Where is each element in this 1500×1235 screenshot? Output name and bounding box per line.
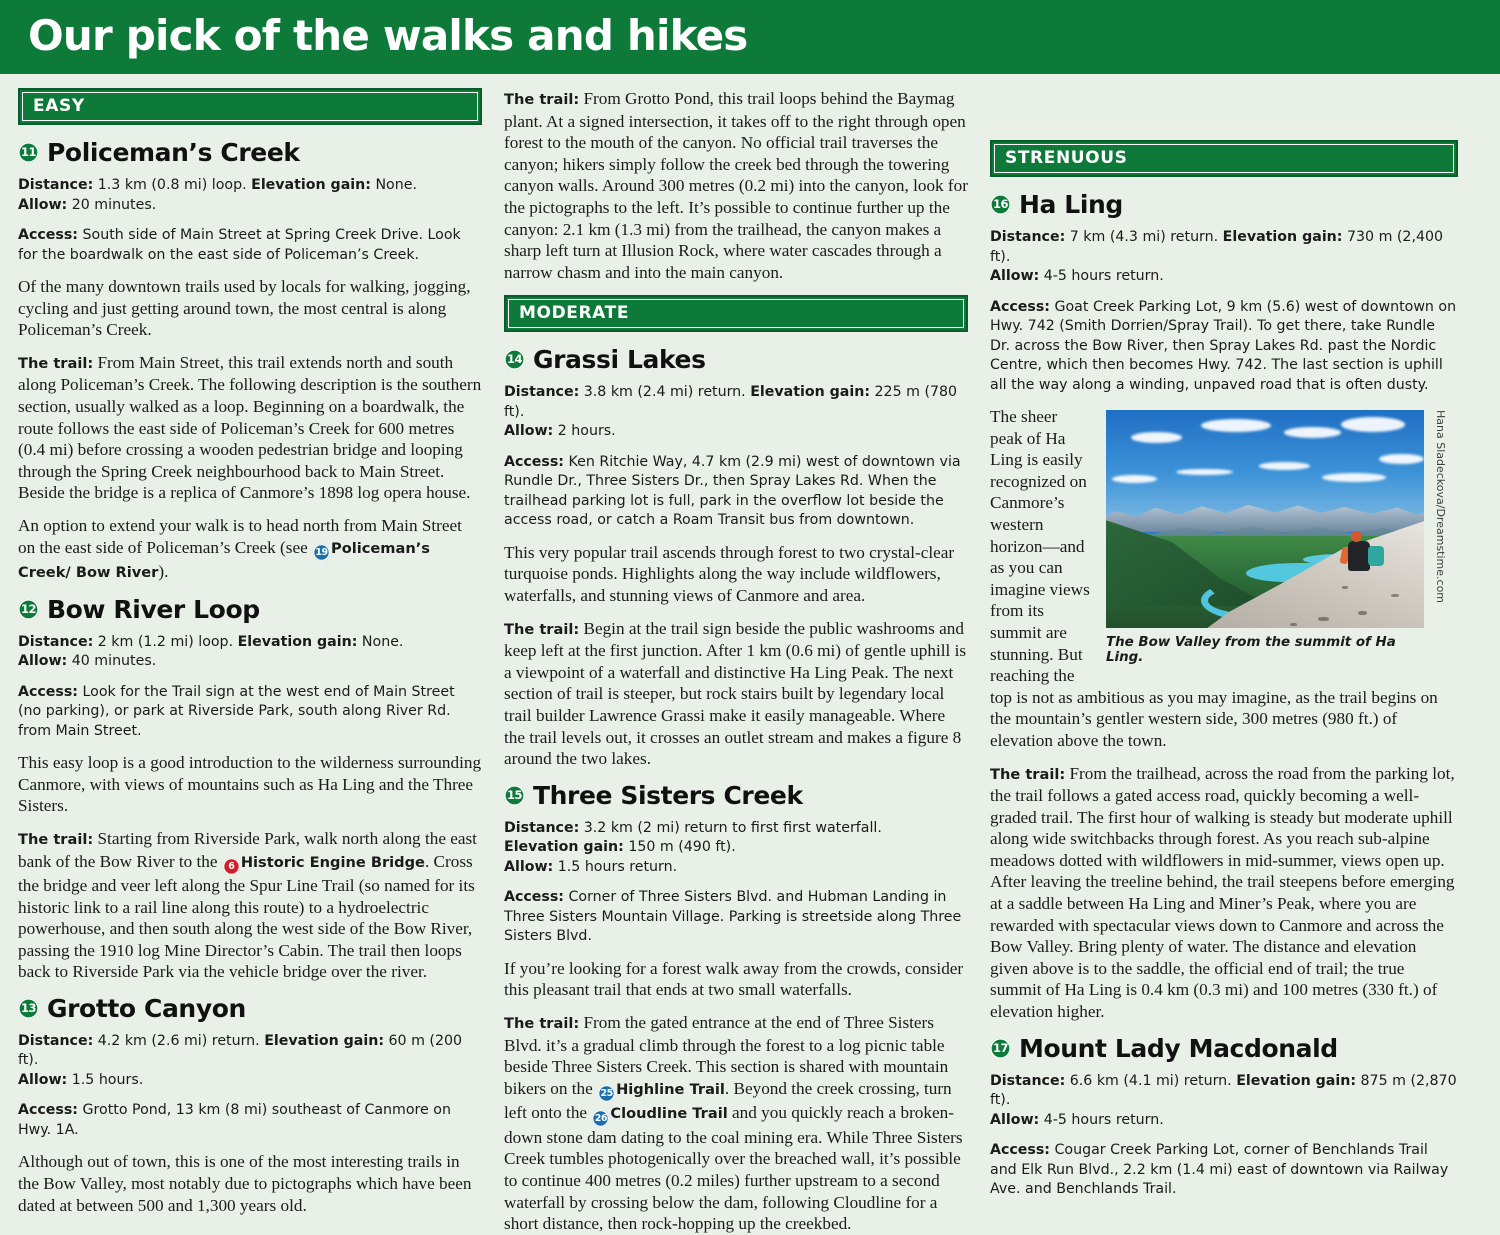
spec-value-allow: 4-5 hours return. <box>1039 268 1164 284</box>
trail-heading-policemans-creek <box>18 138 482 167</box>
trail-intro-three-sisters-creek: If you’re looking for a forest walk away from the crowds, consider this pleasant trail that ends at two small waterfalls. <box>504 958 964 1000</box>
spec-value-distance: 4.2 km (2.6 mi) return. <box>93 1032 265 1049</box>
trail-number-badge: 17 <box>990 1038 1011 1059</box>
trail-spec-bow-river-loop <box>18 633 482 672</box>
spec-label-allow: Allow: <box>18 196 68 213</box>
access-text: Corner of Three Sisters Blvd. and Hubman Landing in Three Sisters Mountain Village. Parking is streetside along Three Sisters Blvd. <box>504 889 962 945</box>
spec-label-elevation: Elevation gain: <box>1222 229 1343 245</box>
trail-heading-grassi-lakes <box>504 345 968 374</box>
trail-spec-mount-lady-macdonald <box>990 1072 1458 1131</box>
spec-value-elevation: 60 m (200 ft). <box>18 1032 463 1069</box>
extension-text-before: An option to extend your walk is to head north from Main Street on the east side of Policeman’s Creek (see <box>18 515 462 557</box>
trail-access-policemans-creek <box>18 226 482 265</box>
trail-description-grotto-canyon <box>504 88 968 283</box>
trail-text: Begin at the trail sign beside the public washrooms and keep left at the first junction. After 1 km (0.6 mi) of gentle uphill is a viewpoint of a waterfall and distinctive Ha Ling Peak. The next section of trail is steeper, but rock stairs built by legendary local trail builder Lawrence Grassi make it easily manageable. Where the trail levels out, it crosses an outlet stream and makes a figure 8 around the two lakes. <box>504 618 967 769</box>
spec-value-distance: 7 km (4.3 mi) return. <box>1065 229 1223 245</box>
trail-name: Three Sisters Creek <box>533 780 803 810</box>
trail-label: The trail: <box>990 765 1066 783</box>
spec-value-distance: 2 km (1.2 mi) loop. <box>93 633 238 650</box>
page-title: Our pick of the walks and hikes <box>28 10 748 60</box>
trail-name: Policeman’s Creek <box>47 138 300 167</box>
trail-heading-mount-lady-macdonald <box>990 1034 1458 1063</box>
trail-intro-bow-river-loop: This easy loop is a good introduction to the wilderness surrounding Canmore, with views of mountains such as Ha Ling and the Three Sisters. <box>18 753 482 816</box>
spec-label-distance: Distance: <box>990 229 1066 245</box>
column-2 <box>504 88 968 1234</box>
photo-bow-valley <box>1106 410 1424 628</box>
spec-value-allow: 2 hours. <box>553 423 616 440</box>
spec-label-elevation: Elevation gain: <box>504 839 624 856</box>
cross-reference-link[interactable]: Policeman’s Creek/ Bow River <box>18 539 430 582</box>
spec-label-distance: Distance: <box>504 384 580 401</box>
trail-number-badge: 13 <box>18 998 39 1019</box>
spec-value-elevation: 730 m (2,400 ft). <box>990 229 1444 265</box>
trail-text: From Grotto Pond, this trail loops behind the Baymag plant. At a signed intersection, it takes off to the right through open forest to the mouth of the canyon. No official trail traverses the canyon; hikers simply follow the creek bed through the towering canyon walls. Around 300 metres (0.2 mi) into the canyon, look for the pictographs to the left. It’s possible to continue further up the canyon: 2.1 km (1.3 mi) from the trailhead, the canyon makes a sharp left turn at Illusion Rock, where water cascades through a narrow chasm and into the main canyon. <box>504 89 968 282</box>
spec-label-allow: Allow: <box>504 858 554 875</box>
trail-text-after: . Cross the bridge and veer left along the Spur Line Trail (so named for its historic link to a rail line along this route) to a hydroelectric powerhouse, and then south along the west side of the Bow River, passing the 1910 log Mine Director’s Cabin. The trail then loops back to Riverside Park via the vehicle bridge over the river. <box>18 851 475 982</box>
cross-reference-link-cloudline[interactable]: Cloudline Trail <box>610 1105 728 1123</box>
access-text: Goat Creek Parking Lot, 9 km (5.6) west of downtown on Hwy. 742 (Smith Dorrien/Spray Trail). To get there, take Rundle Dr. across the Bow River, then Spray Lakes Rd. past the Nordic Centre, which then becomes Hwy. 742. The last section is uphill all the way along a winding, unpaved road that is often dusty. <box>990 298 1457 393</box>
trail-access-grassi-lakes <box>504 453 968 531</box>
trail-number-badge: 14 <box>504 349 525 370</box>
trail-heading-three-sisters-creek <box>504 781 968 810</box>
section-banner-moderate <box>504 295 968 332</box>
spec-label-allow: Allow: <box>504 423 554 440</box>
cross-reference-badge-cloudline[interactable]: 26 <box>592 1110 609 1127</box>
photo-hiker-head <box>1351 531 1362 542</box>
spec-value-allow: 4-5 hours return. <box>1039 1111 1164 1128</box>
spec-value-distance: 3.2 km (2 mi) return to first first waterfall. <box>579 819 882 836</box>
spec-label-elevation: Elevation gain: <box>264 1032 385 1049</box>
trail-label: The trail: <box>18 354 94 372</box>
spec-value-elevation: None. <box>357 633 404 650</box>
cross-reference-badge[interactable]: 6 <box>223 858 240 875</box>
trail-spec-three-sisters-creek <box>504 819 968 878</box>
column-3 <box>990 88 1458 1198</box>
spec-label-elevation: Elevation gain: <box>750 384 871 401</box>
spec-value-allow: 40 minutes. <box>67 653 157 670</box>
access-text: Grotto Pond, 13 km (8 mi) southeast of Canmore on Hwy. 1A. <box>18 1102 451 1138</box>
trail-text: From the trailhead, across the road from the parking lot, the trail follows a gated access road, quickly becoming a well-graded trail. The first hour of walking is steady but moderate uphill along wide switchbacks through forest. As you reach sub-alpine meadows dotted with wildflowers in mid-summer, views open up. After leaving the treeline behind, the trail steepens before emerging at a saddle between Ha Ling and Miner’s Peak, where you are rewarded with spectacular views down to Canmore and across the Bow Valley. Bring plenty of water. The distance and elevation given above is to the saddle, the official end of trail; the true summit of Ha Ling is 0.4 km (0.3 mi) and 100 metres (330 ft.) of elevation higher. <box>990 763 1455 1022</box>
trail-number-badge: 15 <box>504 785 525 806</box>
trail-text: From Main Street, this trail extends north and south along Policeman’s Creek. The following description is the southern section, usually walked as a loop. Beginning on a boardwalk, the route follows the east side of Policeman’s Creek for 600 metres (0.4 mi) before crossing a wooden pedestrian bridge and looping through the Spring Creek neighbourhood back to Main Street. Beside the bridge is a replica of Canmore’s 1898 log opera house. <box>18 352 482 503</box>
access-label: Access: <box>504 453 564 470</box>
spec-label-allow: Allow: <box>990 268 1040 284</box>
spec-label-elevation: Elevation gain: <box>251 177 371 193</box>
trail-intro-ha-ling: The sheer peak of Ha Ling is easily recognized on Canmore’s western horizon—and as you can imagine views from its summit are stunning. But reaching the top is not as ambitious as you may imagine, as the trail begins on the mountain’s gentler western side, 300 metres (980 ft.) of elevation above the town. <box>990 407 1438 750</box>
access-label: Access: <box>990 298 1050 315</box>
spec-value-allow: 1.5 hours. <box>67 1071 144 1088</box>
trail-description-policemans-creek <box>18 352 482 504</box>
spec-label-allow: Allow: <box>18 653 68 670</box>
trail-number-badge: 12 <box>18 599 39 620</box>
spec-label-elevation: Elevation gain: <box>1236 1072 1357 1089</box>
trail-label: The trail: <box>504 1014 580 1032</box>
trail-number-badge: 16 <box>990 194 1011 215</box>
access-label: Access: <box>990 1142 1050 1159</box>
spec-value-distance: 3.8 km (2.4 mi) return. <box>579 384 751 401</box>
trail-intro-grotto-canyon: Although out of town, this is one of the most interesting trails in the Bow Valley, most notably due to pictographs which have been dated at between 500 and 1,300 years old. <box>18 1152 472 1215</box>
trail-spec-grassi-lakes <box>504 383 968 442</box>
spec-value-allow: 20 minutes. <box>67 196 157 213</box>
page-masthead <box>0 0 1500 74</box>
spec-label-distance: Distance: <box>18 633 94 650</box>
access-label: Access: <box>504 889 564 906</box>
spec-value-elevation: None. <box>370 177 417 193</box>
cross-reference-badge-highline[interactable]: 25 <box>598 1085 615 1102</box>
trail-heading-grotto-canyon <box>18 994 482 1023</box>
trail-spec-policemans-creek <box>18 176 482 215</box>
access-text: Look for the Trail sign at the west end of Main Street (no parking), or park at Riverside Park, south along River Rd. from Main Street. <box>18 683 455 739</box>
spec-label-elevation: Elevation gain: <box>237 633 358 650</box>
spec-value-elevation: 225 m (780 ft). <box>504 384 958 420</box>
section-banner-strenuous <box>990 140 1458 177</box>
photo-figure-ha-ling <box>1106 410 1458 665</box>
trail-name: Ha Ling <box>1019 190 1123 219</box>
trail-intro-grassi-lakes: This very popular trail ascends through forest to two crystal-clear turquoise ponds. Highlights along the way include wildflowers, waterfalls, and stunning views of Canmore and area. <box>504 542 955 606</box>
trail-name: Grotto Canyon <box>47 993 246 1023</box>
trail-heading-ha-ling <box>990 190 1458 219</box>
section-banner-easy <box>18 88 482 125</box>
access-label: Access: <box>18 683 78 700</box>
trail-number-badge: 11 <box>18 142 39 163</box>
section-label-strenuous: STRENUOUS <box>1005 148 1128 168</box>
photo-credit: Hana Sladeckova/Dreamstime.com <box>1434 410 1447 604</box>
photo-hiker-body <box>1348 541 1370 571</box>
trail-intro-policemans-creek: Of the many downtown trails used by locals for walking, jogging, cycling and just getting around town, the most central is along Policeman’s Creek. <box>18 277 471 340</box>
trail-access-grotto-canyon <box>18 1101 482 1140</box>
spec-label-distance: Distance: <box>18 177 94 193</box>
section-label-easy: EASY <box>33 96 85 116</box>
spec-value-distance: 1.3 km (0.8 mi) loop. <box>93 177 252 193</box>
content-columns <box>0 74 1500 1234</box>
section-label-moderate: MODERATE <box>519 303 630 324</box>
trail-description-bow-river-loop <box>18 828 482 983</box>
spec-value-allow: 1.5 hours return. <box>553 858 678 875</box>
trail-name: Mount Lady Macdonald <box>1019 1033 1338 1063</box>
spec-value-elevation: 150 m (490 ft). <box>623 839 736 856</box>
extension-text-after: ). <box>158 562 169 582</box>
access-label: Access: <box>18 1102 78 1119</box>
trail-access-ha-ling <box>990 298 1458 396</box>
column-1 <box>18 88 482 1215</box>
trail-access-three-sisters-creek <box>504 888 968 947</box>
trail-name: Bow River Loop <box>47 594 260 624</box>
cross-reference-badge[interactable]: 19 <box>313 544 330 561</box>
access-text: Cougar Creek Parking Lot, corner of Benchlands Trail and Elk Run Blvd., 2.2 km (1.4 mi) east of downtown via Railway Ave. and Benchlands Trail. <box>990 1142 1449 1198</box>
trail-text-middle: . Beyond the creek crossing, turn left onto the <box>504 1078 952 1123</box>
trail-label: The trail: <box>504 620 580 638</box>
photo-hiker-backpack <box>1368 546 1384 566</box>
spec-label-allow: Allow: <box>18 1071 68 1088</box>
trail-spec-grotto-canyon <box>18 1032 482 1091</box>
spec-label-distance: Distance: <box>18 1032 94 1049</box>
photo-caption: The Bow Valley from the summit of Ha Ling. <box>1106 635 1396 665</box>
access-text: Ken Ritchie Way, 4.7 km (2.9 mi) west of downtown via Rundle Dr., Three Sisters Dr., then Spray Lakes Rd. When the trailhead parking lot is full, park in the overflow lot beside the access road, or catch a Roam Transit bus from downtown. <box>504 453 961 529</box>
trail-description-grassi-lakes <box>504 618 968 770</box>
access-text: South side of Main Street at Spring Creek Drive. Look for the boardwalk on the east side of Policeman’s Creek. <box>18 227 461 263</box>
trail-description-ha-ling <box>990 763 1458 1023</box>
trail-label: The trail: <box>18 830 94 848</box>
trail-access-mount-lady-macdonald <box>990 1141 1458 1200</box>
trail-extension-note <box>18 515 482 584</box>
trail-spec-ha-ling <box>990 228 1458 287</box>
trail-label: The trail: <box>504 91 580 108</box>
trail-heading-bow-river-loop <box>18 595 482 624</box>
trail-name: Grassi Lakes <box>533 345 706 375</box>
spec-label-distance: Distance: <box>990 1072 1066 1089</box>
spec-label-allow: Allow: <box>990 1111 1040 1128</box>
cross-reference-link-highline[interactable]: Highline Trail <box>616 1080 725 1098</box>
trail-text-after: and you quickly reach a broken-down stone dam dating to the coal mining era. While Three Sisters Creek tumbles photogenically over the breached wall, it’s possible to continue 400 metres (0.2 miles) further upstream to a second waterfall by crossing below the dam, following Cloudline for a short distance, then rock-hopping up the creekbed. <box>504 1103 963 1234</box>
trail-description-three-sisters-creek <box>504 1012 968 1235</box>
spec-value-elevation: 875 m (2,870 ft). <box>990 1072 1457 1109</box>
trail-text-before: Starting from Riverside Park, walk north along the east bank of the Bow River to the <box>18 828 477 871</box>
cross-reference-link[interactable]: Historic Engine Bridge <box>240 853 425 871</box>
spec-value-distance: 6.6 km (4.1 mi) return. <box>1065 1072 1237 1089</box>
spec-label-distance: Distance: <box>504 819 580 836</box>
access-label: Access: <box>18 227 78 243</box>
trail-text-before: From the gated entrance at the end of Three Sisters Blvd. it’s a gradual climb through the forest to a log picnic table beside Three Sisters Creek. This section is shared with mountain bikers on the <box>504 1012 949 1098</box>
trail-access-bow-river-loop <box>18 683 482 742</box>
